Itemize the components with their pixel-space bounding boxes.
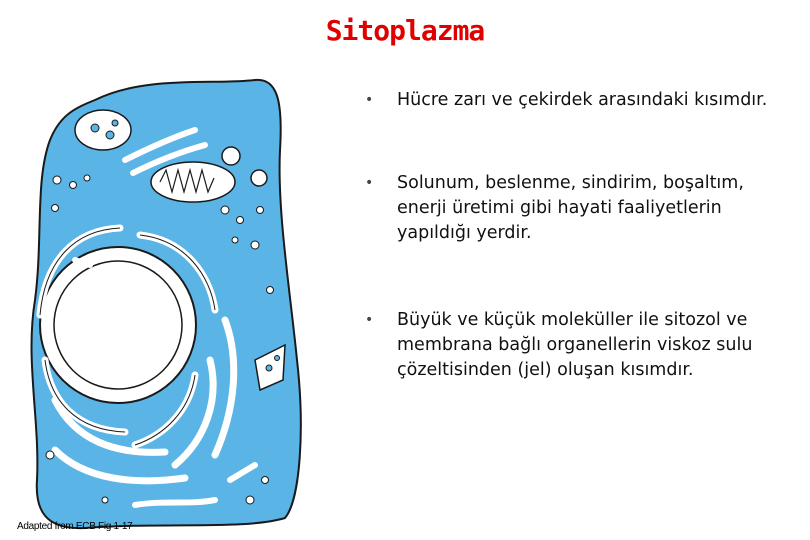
- figure-credit: Adapted from ECB Fig 1-17: [17, 521, 133, 532]
- bullet-text: Büyük ve küçük moleküller ile sitozol ve membrana bağlı organellerin viskoz sulu çözeltisinden (jel) oluşan kısımdır.: [397, 310, 753, 380]
- slide-title: Sitoplazma: [325, 14, 485, 47]
- nucleus-interior: [54, 261, 182, 389]
- vesicle: [112, 120, 118, 126]
- vesicle: [91, 124, 99, 132]
- bullet-text: Solunum, beslenme, sindirim, boşaltım, enerji üretimi gibi hayati faaliyetlerin yapıldığı yerdir.: [397, 173, 744, 243]
- bullet-item: [365, 88, 795, 113]
- bullet-text: Hücre zarı ve çekirdek arasındaki kısımdır.: [397, 90, 768, 110]
- bullet-item: [365, 308, 795, 383]
- vacuole: [75, 110, 131, 150]
- bullet-marker: •: [365, 312, 374, 328]
- bullet-item: [365, 171, 795, 246]
- peroxisome: [251, 170, 267, 186]
- bullet-marker: •: [365, 175, 374, 191]
- bullet-list: [365, 88, 795, 383]
- peroxisome: [222, 147, 240, 165]
- vesicle: [106, 131, 114, 139]
- animal-cell-illustration: [15, 60, 315, 530]
- bullet-marker: •: [365, 92, 374, 108]
